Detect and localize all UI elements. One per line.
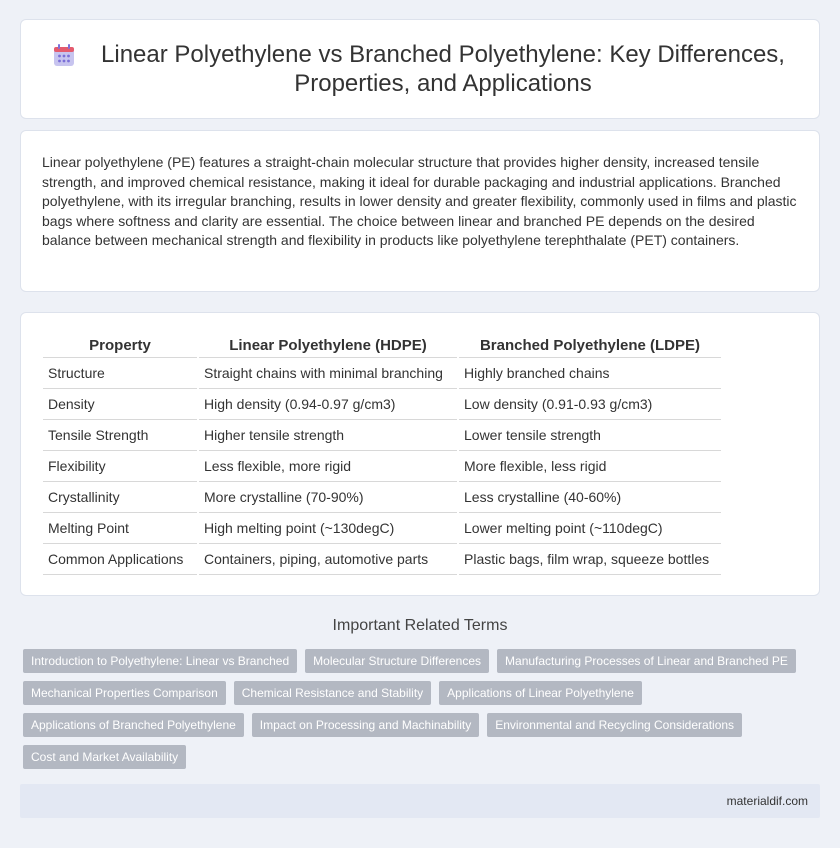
related-term-tag[interactable]: Manufacturing Processes of Linear and Branched PE — [497, 649, 796, 673]
table-cell: Plastic bags, film wrap, squeeze bottles — [459, 544, 721, 575]
table-cell: High density (0.94-0.97 g/cm3) — [199, 389, 457, 420]
table-cell: More flexible, less rigid — [459, 451, 721, 482]
table-cell: Higher tensile strength — [199, 420, 457, 451]
table-cell: Melting Point — [43, 513, 197, 544]
table-row — [43, 451, 721, 482]
table-row — [43, 482, 721, 513]
related-term-tag[interactable]: Impact on Processing and Machinability — [252, 713, 479, 737]
column-header-linear: Linear Polyethylene (HDPE) — [199, 333, 457, 358]
table-row — [43, 389, 721, 420]
related-term-tag[interactable]: Chemical Resistance and Stability — [234, 681, 431, 705]
table-header-row — [43, 333, 721, 358]
table-cell: Less crystalline (40-60%) — [459, 482, 721, 513]
header-card — [20, 19, 820, 119]
table-cell: Low density (0.91-0.93 g/cm3) — [459, 389, 721, 420]
table-cell: Common Applications — [43, 544, 197, 575]
related-term-tag[interactable]: Environmental and Recycling Considerations — [487, 713, 742, 737]
footer-site-link[interactable]: materialdif.com — [726, 794, 808, 808]
table-cell: Containers, piping, automotive parts — [199, 544, 457, 575]
table-cell: Crystallinity — [43, 482, 197, 513]
table-cell: Lower tensile strength — [459, 420, 721, 451]
table-row — [43, 358, 721, 389]
intro-card — [20, 130, 820, 292]
column-header-property: Property — [43, 333, 197, 358]
footer — [20, 784, 820, 818]
related-term-tag[interactable]: Applications of Linear Polyethylene — [439, 681, 642, 705]
table-cell: Straight chains with minimal branching — [199, 358, 457, 389]
comparison-table — [41, 333, 723, 575]
table-cell: Structure — [43, 358, 197, 389]
table-row — [43, 544, 721, 575]
table-cell: Flexibility — [43, 451, 197, 482]
column-header-branched: Branched Polyethylene (LDPE) — [459, 333, 721, 358]
related-term-tag[interactable]: Cost and Market Availability — [23, 745, 186, 769]
related-terms-list — [23, 649, 823, 777]
related-term-tag[interactable]: Applications of Branched Polyethylene — [23, 713, 244, 737]
related-term-tag[interactable]: Introduction to Polyethylene: Linear vs Branched — [23, 649, 297, 673]
table-cell: Lower melting point (~110degC) — [459, 513, 721, 544]
table-cell: Less flexible, more rigid — [199, 451, 457, 482]
table-cell: More crystalline (70-90%) — [199, 482, 457, 513]
page-title: Linear Polyethylene vs Branched Polyethylene: Key Differences, Properties, and Applications — [101, 41, 785, 97]
comparison-table-card — [20, 312, 820, 596]
related-term-tag[interactable]: Mechanical Properties Comparison — [23, 681, 226, 705]
table-row — [43, 513, 721, 544]
table-cell: Density — [43, 389, 197, 420]
table-cell: Highly branched chains — [459, 358, 721, 389]
related-terms-title: Important Related Terms — [332, 617, 508, 634]
related-term-tag[interactable]: Molecular Structure Differences — [305, 649, 489, 673]
table-cell: Tensile Strength — [43, 420, 197, 451]
intro-paragraph: Linear polyethylene (PE) features a straight-chain molecular structure that provides higher density, increased tensile strength, and improved chemical resistance, making it ideal for durable packaging and industrial applications. Branched polyethylene, with its irregular branching, results in lower density and greater flexibility, commonly used in films and plastic bags where softness and clarity are essential. The choice between linear and branched PE depends on the desired balance between mechanical strength and flexibility in products like polyethylene terephthalate (PET) containers. — [42, 154, 797, 248]
table-row — [43, 420, 721, 451]
calendar-icon — [51, 42, 77, 68]
table-cell: High melting point (~130degC) — [199, 513, 457, 544]
